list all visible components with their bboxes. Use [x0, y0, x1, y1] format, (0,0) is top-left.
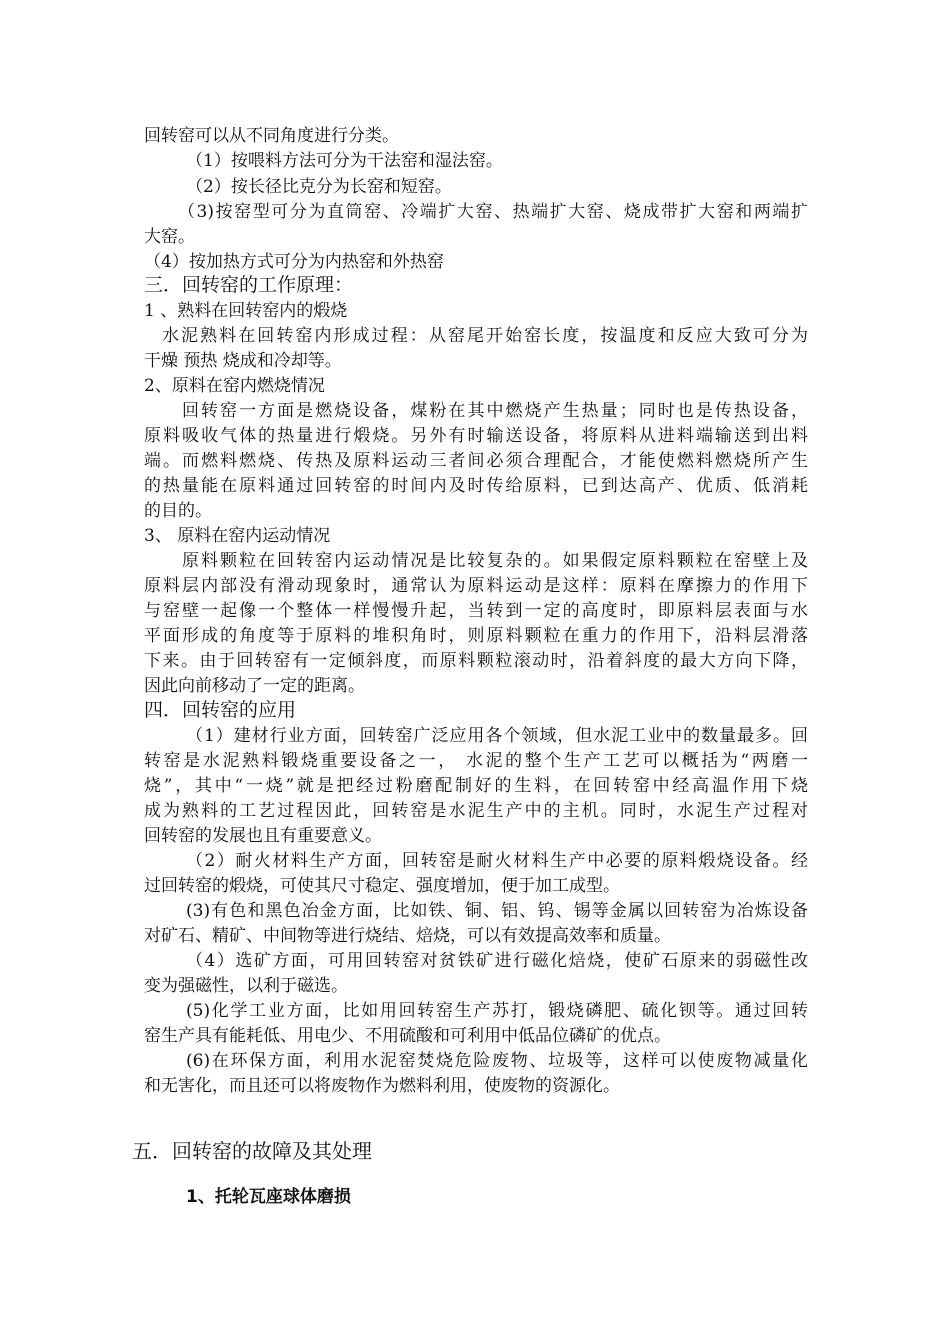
sub-1-line2: 干燥 预热 烧成和冷却等。	[144, 351, 342, 371]
app-6-line1: (6)在环保方面，利用水泥窑焚烧危险废物、垃圾等，这样可以使废物减量化	[186, 1051, 808, 1071]
app-4-line2: 变为强磁性，以利于磁选。	[144, 976, 348, 996]
sub-1-title: 1 、熟料在回转窑内的煅烧	[144, 301, 348, 321]
classification-item-2: （2）按长径比克分为长窑和短窑。	[186, 177, 452, 197]
section-5-sub-1: 1、托轮瓦座球体磨损	[186, 1187, 351, 1207]
app-6-line2: 和无害化，而且还可以将废物作为燃料利用，使废物的资源化。	[144, 1076, 620, 1096]
app-4-line1: （4）选矿方面，可用回转窑对贫铁矿进行磁化焙烧，使矿石原来的弱磁性改	[186, 951, 808, 971]
sub-2-title: 2、原料在窑内燃烧情况	[144, 376, 325, 396]
sub-3-line3: 与窑壁一起像一个整体一样慢慢升起，当转到一定的高度时，即原料层表面与水	[144, 601, 808, 621]
section-3-heading: 三．回转窑的工作原理：	[144, 274, 354, 296]
sub-2-line3: 端。而燃料燃烧、传热及原料运动三者间必须合理配合，才能使燃料燃烧所产生	[144, 451, 808, 471]
sub-3-title: 3、 原料在窑内运动情况	[144, 526, 331, 546]
app-1-line2: 转窑是水泥熟料锻烧重要设备之一， 水泥的整个生产工艺可以概括为“两磨一	[144, 751, 808, 771]
classification-item-4: （4）按加热方式可分为内热窑和外热窑	[144, 252, 444, 272]
classification-item-3-line2: 大窑。	[144, 227, 195, 247]
app-5-line1: (5)化学工业方面，比如用回转窑生产苏打，锻烧磷肥、硫化钡等。通过回转	[186, 1001, 808, 1021]
sub-1-line1: 水泥熟料在回转窑内形成过程：从窑尾开始窑长度，按温度和反应大致可分为	[162, 326, 808, 346]
sub-2-line2: 原料吸收气体的热量进行煅烧。另外有时输送设备，将原料从进料端输送到出料	[144, 426, 808, 446]
sub-3-line5: 下来。由于回转窑有一定倾斜度，而原料颗粒滚动时，沿着斜度的最大方向下降，	[144, 651, 808, 671]
app-3-line1: (3)有色和黑色冶金方面，比如铁、铜、铝、钨、锡等金属以回转窑为冶炼设备	[186, 901, 808, 921]
section-4-heading: 四．回转窑的应用	[144, 699, 297, 721]
sub-3-line4: 平面形成的角度等于原料的堆积角时，则原料颗粒在重力的作用下，沿料层滑落	[144, 626, 808, 646]
app-1-line5: 回转窑的发展也且有重要意义。	[144, 826, 382, 846]
sub-3-line1: 原料颗粒在回转窑内运动情况是比较复杂的。如果假定原料颗粒在窑壁上及	[182, 551, 808, 571]
classification-intro: 回转窑可以从不同角度进行分类。	[144, 126, 399, 146]
app-2-line1: （2）耐火材料生产方面，回转窑是耐火材料生产中必要的原料煅烧设备。经	[186, 851, 808, 871]
app-1-line3: 烧”，其中“一烧”就是把经过粉磨配制好的生料，在回转窑中经高温作用下烧	[144, 776, 808, 796]
sub-3-line2: 原料层内部没有滑动现象时，通常认为原料运动是这样：原料在摩擦力的作用下	[144, 576, 808, 596]
sub-3-line6: 因此向前移动了一定的距离。	[144, 676, 365, 696]
app-1-line1: （1）建材行业方面，回转窑广泛应用各个领域，但水泥工业中的数量最多。回	[186, 726, 808, 746]
sub-2-line5: 的目的。	[144, 501, 212, 521]
sub-2-line4: 的热量能在原料通过回转窑的时间内及时传给原料，已到达高产、优质、低消耗	[144, 476, 808, 496]
app-1-line4: 成为熟料的工艺过程因此，回转窑是水泥生产中的主机。同时，水泥生产过程对	[144, 801, 808, 821]
sub-2-line1: 回转窑一方面是燃烧设备，煤粉在其中燃烧产生热量；同时也是传热设备，	[182, 401, 808, 421]
app-3-line2: 对矿石、精矿、中间物等进行烧结、焙烧，可以有效提高效率和质量。	[144, 926, 671, 946]
classification-item-3-line1: （3)按窑型可分为直筒窑、冷端扩大窑、热端扩大窑、烧成带扩大窑和两端扩	[178, 202, 808, 222]
app-2-line2: 过回转窑的煅烧，可使其尺寸稳定、强度增加，便于加工成型。	[144, 876, 620, 896]
classification-item-1: （1）按喂料方法可分为干法窑和湿法窑。	[186, 151, 503, 171]
app-5-line2: 窑生产具有能耗低、用电少、不用硫酸和可利用中低品位磷矿的优点。	[144, 1026, 671, 1046]
section-5-heading: 五．回转窑的故障及其处理	[132, 1139, 372, 1163]
